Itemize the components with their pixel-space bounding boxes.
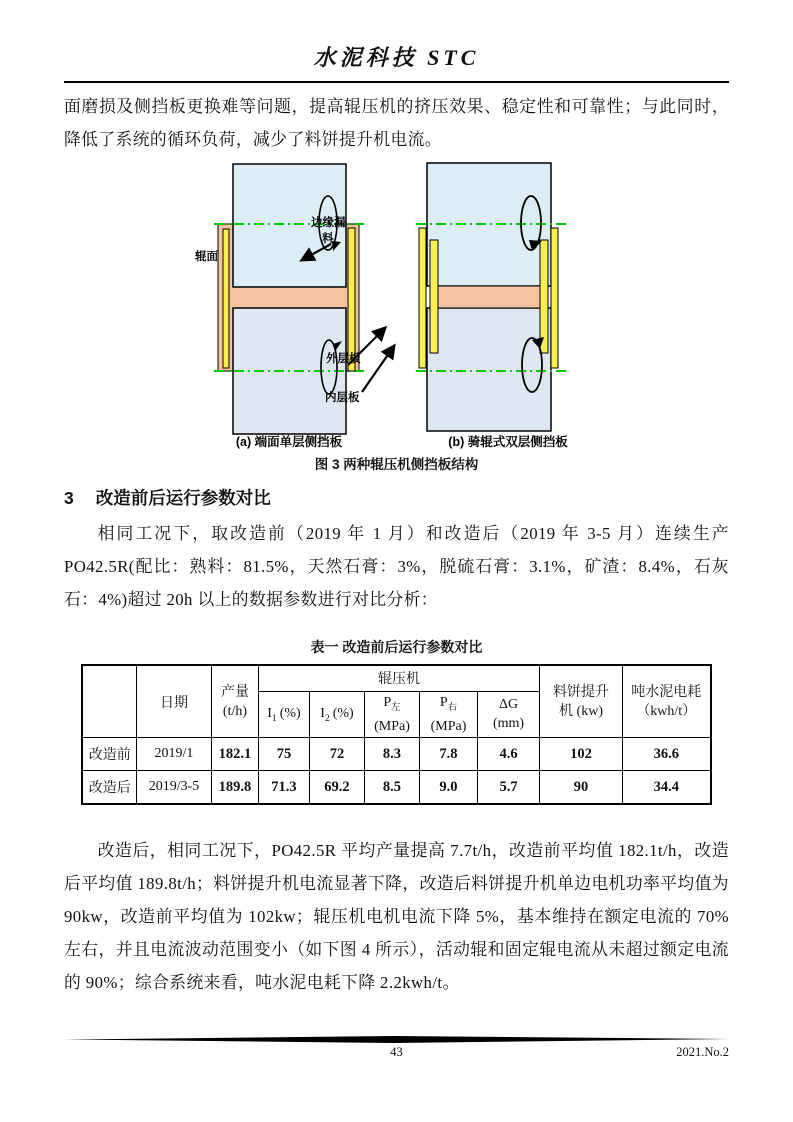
table-header-row-1 [82,665,710,691]
cell-p-left: 8.5 [364,771,419,804]
figure-3 [64,159,729,475]
cell-dg: 5.7 [477,771,539,804]
header-roller-press: 辊压机 [258,665,539,691]
cell-i1: 71.3 [258,771,309,804]
label-edge-leak-line1: 边缘漏 [310,217,345,229]
paragraph-intro: 面磨损及侧挡板更换难等问题，提高辊压机的挤压效果、稳定性和可靠性；与此同时，降低了系统的循环负荷，减少了料饼提升机电流。 [64,97,729,149]
header-dg: ΔG (mm) [477,691,539,738]
baffle-outer-right-b [551,228,558,368]
label-inner-plate: 内层板 [324,392,359,404]
cell-output: 189.8 [211,771,258,804]
section-heading [64,485,729,512]
cell-i2: 72 [309,738,364,771]
cell-p-left: 8.3 [364,738,419,771]
diagram-b [416,163,569,449]
cell-date: 2019/3-5 [136,771,211,804]
baffle-right-a [348,228,355,371]
header-output [211,665,258,738]
baffle-left-a [223,229,229,368]
cell-output: 182.1 [211,738,258,771]
roller-bottom-b [427,308,551,431]
cell-power: 36.6 [623,738,711,771]
label-roller-surface: 辊面 [194,251,218,263]
table-title: 表一 改造前后运行参数对比 [310,639,483,655]
cell-p-right: 9.0 [419,771,477,804]
header-date: 日期 [136,665,211,738]
baffle-inner-left-b [430,240,438,353]
page-header [64,0,729,83]
cell-date: 2019/1 [136,738,211,771]
caption-a: (a) 端面单层侧挡板 [235,435,342,449]
baffle-outer-left-b [419,228,426,368]
diagram-a [194,164,394,449]
cell-i1: 75 [258,738,309,771]
header-output-line2: (t/h) [222,703,248,719]
header-elevator [540,665,623,738]
header-p-right: $P_右$ (MPa) [419,691,477,738]
cell-i2: 69.2 [309,771,364,804]
row-label: 改造后 [82,771,136,804]
header-elevator-line1: 料饼提升 [553,684,610,700]
table-row-before [82,738,710,771]
figure-3-caption: 图 3 两种辊压机侧挡板结构 [314,457,479,472]
issue-number: 2021.No.2 [676,1045,729,1059]
page-number: 43 [390,1045,403,1059]
table-row-after [82,771,710,804]
inner-plate-arrow-a [362,346,394,392]
baffle-inner-right-b [540,240,548,353]
header-i1: $I_1$ (%) [258,691,309,738]
header-power [623,665,711,738]
header-p-left: $P_左$ (MPa) [364,691,419,738]
cell-dg: 4.6 [477,738,539,771]
paragraph-conditions: 相同工况下，取改造前（2019 年 1 月）和改造后（2019 年 3-5 月）连续生产 PO42.5R(配比：熟料：81.5%，天然石膏：3%，脱硫石膏：3.1%，矿渣：8.4%，石灰石：4%)超过 20h 以上的数据参数进行对比分析： [64,524,729,609]
cell-power: 34.4 [623,771,711,804]
caption-b: (b) 骑辊式双层侧挡板 [447,435,568,449]
cell-elevator: 90 [540,771,623,804]
journal-title: 水泥科技 STC [313,45,480,70]
header-output-line1: 产量 [220,684,249,700]
row-label: 改造前 [82,738,136,771]
label-edge-leak-line2: 料 [321,233,333,245]
header-i2: $I_2$ (%) [309,691,364,738]
cell-elevator: 102 [540,738,623,771]
surface-band-b [437,286,541,308]
figure-3-diagram [191,159,603,449]
parameters-table [81,664,711,805]
paragraph-results: 改造后，相同工况下，PO42.5R 平均产量提高 7.7t/h，改造前平均值 182.1t/h，改造后平均值 189.8t/h；料饼提升机电流显著下降，改造后料饼提升机单边电机功率平均值为 90kw，改造前平均值为 102kw；辊压机电机电流下降 5%，基本维持在额定电流的 70%左右，并且电流波动范围变小（如下图 4 所示），活动辊和固定辊电流从未超过额定电流的 90%；综合系统来看，吨水泥电耗下降 2.2kwh/t。 [64,840,729,992]
footer-divider [64,1036,729,1043]
section-number: 3 [64,488,74,508]
cell-p-right: 7.8 [419,738,477,771]
header-power-line2: （kwh/t） [636,703,697,719]
section-title: 改造前后运行参数对比 [95,488,271,508]
footer-text-row [64,1045,729,1063]
corner-cell [82,665,136,738]
header-power-line1: 吨水泥电耗 [631,684,702,700]
header-elevator-line2: 机 (kw) [559,703,603,719]
page-footer [64,1036,729,1063]
label-outer-plate: 外层板 [325,353,360,365]
